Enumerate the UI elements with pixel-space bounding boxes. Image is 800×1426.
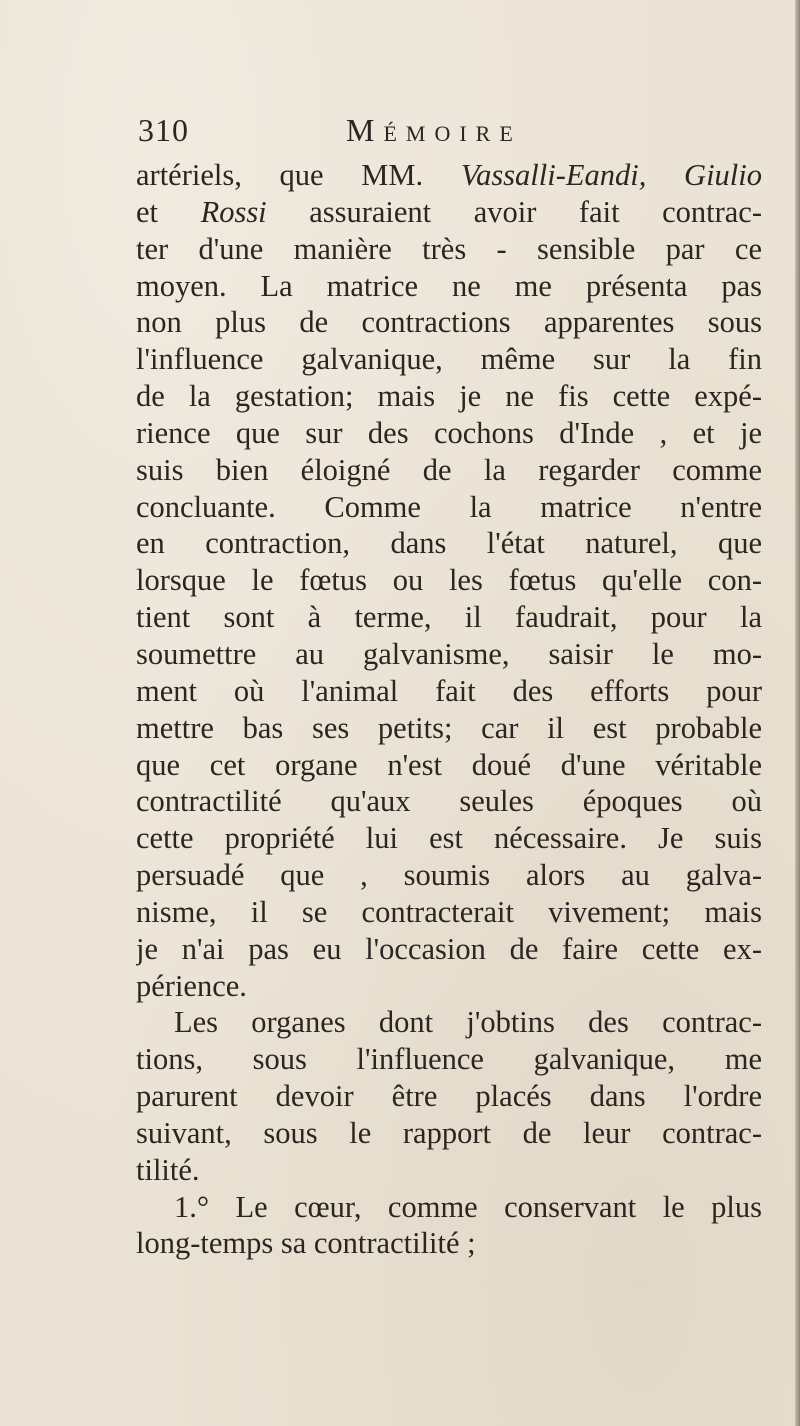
text-segment: assuraient avoir fait contrac- <box>266 194 762 229</box>
text-segment: Les organes dont j'obtins des contrac- <box>174 1005 762 1040</box>
text-segment: en contraction, dans l'état naturel, que <box>136 526 762 561</box>
text-line <box>136 1004 762 1041</box>
text-line <box>136 157 762 194</box>
text-line <box>136 268 762 305</box>
text-segment: que cet organe n'est doué d'une véritable <box>136 747 762 782</box>
text-segment: 1.° Le cœur, comme conservant le plus <box>174 1189 762 1224</box>
page-header <box>138 112 698 156</box>
text-line <box>136 783 762 820</box>
text-line <box>136 747 762 784</box>
text-line <box>136 636 762 673</box>
text-segment: nisme, il se contracterait vivement; mais <box>136 894 762 929</box>
text-segment: suis bien éloigné de la regarder comme <box>136 452 762 487</box>
text-segment: périence. <box>136 968 247 1003</box>
text-line <box>136 1152 762 1189</box>
paragraph <box>136 157 762 1004</box>
text-segment: cette propriété lui est nécessaire. Je suis <box>136 821 762 856</box>
italic-text: Rossi <box>200 194 267 229</box>
body-text <box>136 157 762 1262</box>
text-segment: parurent devoir être placés dans l'ordre <box>136 1079 762 1114</box>
text-line <box>136 525 762 562</box>
text-segment: tient sont à terme, il faudrait, pour la <box>136 600 762 635</box>
page-edge <box>795 0 800 1426</box>
text-line <box>136 710 762 747</box>
text-line <box>136 931 762 968</box>
text-line <box>136 304 762 341</box>
text-line <box>136 599 762 636</box>
text-segment: ment où l'animal fait des efforts pour <box>136 673 762 708</box>
text-segment: je n'ai pas eu l'occasion de faire cette ex- <box>136 931 762 966</box>
text-line <box>136 857 762 894</box>
text-line <box>136 1078 762 1115</box>
text-line <box>136 1115 762 1152</box>
paragraph <box>136 1189 762 1263</box>
paragraph <box>136 1004 762 1188</box>
text-line <box>136 194 762 231</box>
text-line <box>136 562 762 599</box>
text-line <box>136 489 762 526</box>
text-segment: mettre bas ses petits; car il est probable <box>136 710 762 745</box>
text-segment: suivant, sous le rapport de leur contrac- <box>136 1115 762 1150</box>
text-line <box>136 968 762 1005</box>
text-segment: moyen. La matrice ne me présenta pas <box>136 268 762 303</box>
text-segment: et <box>136 194 201 229</box>
text-segment: contractilité qu'aux seules époques où <box>136 784 762 819</box>
text-line <box>136 1225 762 1262</box>
text-line <box>136 231 762 268</box>
text-segment: non plus de contractions apparentes sous <box>136 305 762 340</box>
text-line <box>136 1189 762 1226</box>
text-segment: long-temps sa contractilité ; <box>136 1226 476 1261</box>
text-line <box>136 415 762 452</box>
text-line <box>136 894 762 931</box>
text-line <box>136 378 762 415</box>
text-line <box>136 452 762 489</box>
text-segment: rience que sur des cochons d'Inde , et je <box>136 415 762 450</box>
running-title: Mémoire <box>346 112 522 148</box>
text-line <box>136 1041 762 1078</box>
text-line <box>136 820 762 857</box>
text-segment: lorsque le fœtus ou les fœtus qu'elle con- <box>136 563 762 598</box>
text-segment: persuadé que , soumis alors au galva- <box>136 858 762 893</box>
text-segment: de la gestation; mais je ne fis cette expé- <box>136 379 762 414</box>
text-segment: ter d'une manière très - sensible par ce <box>136 231 762 266</box>
text-line <box>136 341 762 378</box>
text-segment: tions, sous l'influence galvanique, me <box>136 1042 762 1077</box>
text-line <box>136 673 762 710</box>
page-number: 310 <box>138 112 189 148</box>
text-segment: concluante. Comme la matrice n'entre <box>136 489 762 524</box>
italic-text: Vassalli-Eandi, Giulio <box>460 158 762 192</box>
text-segment: artériels, que MM. <box>136 158 461 192</box>
text-segment: tilité. <box>136 1152 200 1187</box>
text-segment: l'influence galvanique, même sur la fin <box>136 342 762 377</box>
text-segment: soumettre au galvanisme, saisir le mo- <box>136 636 762 671</box>
